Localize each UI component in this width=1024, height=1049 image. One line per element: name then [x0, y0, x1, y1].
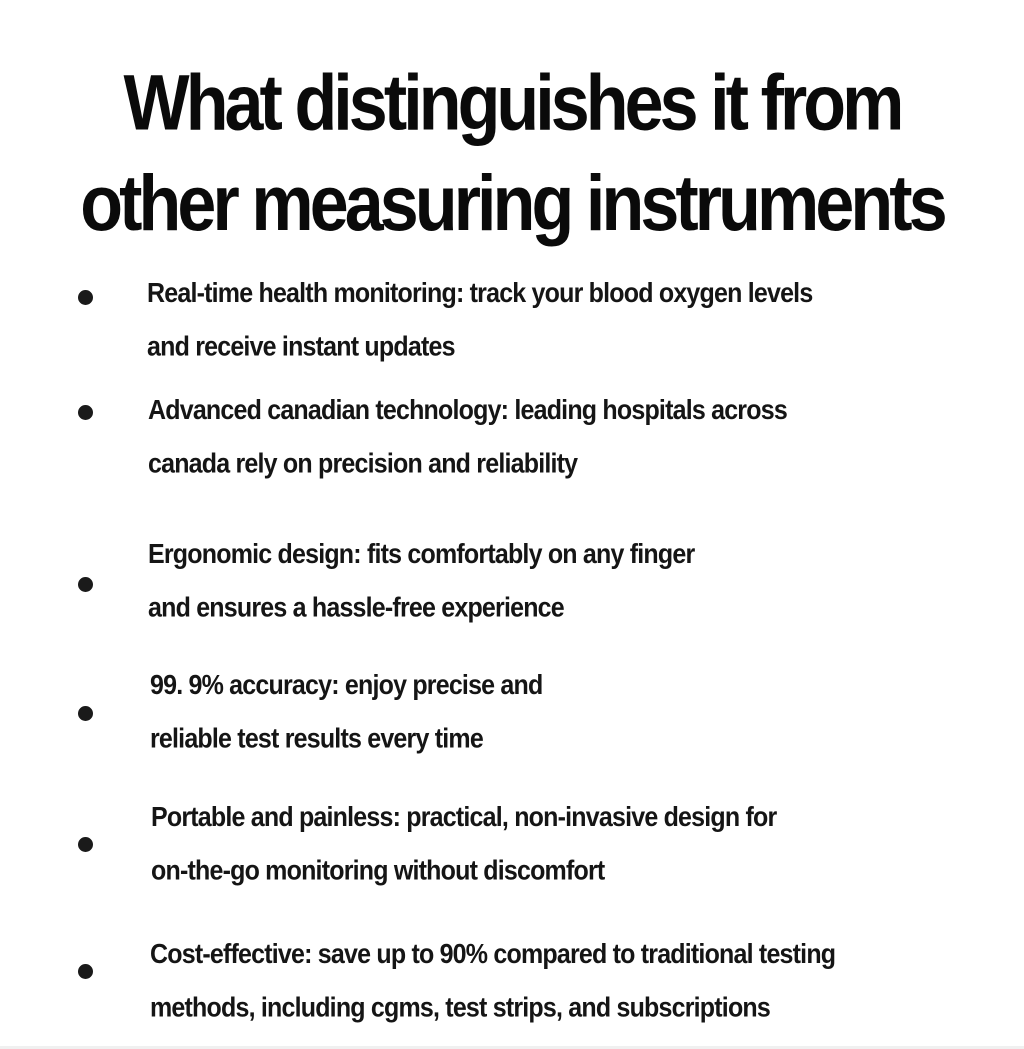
feature-text — [147, 266, 812, 374]
feature-text-line-1: 99. 9% accuracy: enjoy precise and — [150, 669, 543, 701]
bullet-icon — [78, 837, 93, 852]
feature-text-line-2: reliable test results every time — [150, 722, 483, 755]
feature-text — [150, 927, 835, 1035]
feature-text-line-1: Real-time health monitoring: track your blood oxygen levels — [147, 277, 813, 309]
bullet-icon — [78, 964, 93, 979]
feature-text-line-2: and receive instant updates — [147, 330, 455, 363]
feature-text-line-2: methods, including cgms, test strips, and subscriptions — [150, 991, 770, 1024]
feature-text-line-2: on-the-go monitoring without discomfort — [151, 854, 605, 887]
bullet-icon — [78, 290, 93, 305]
bullet-icon — [78, 577, 93, 592]
feature-text-line-1: Cost-effective: save up to 90% compared to traditional testing — [150, 938, 836, 970]
feature-text — [148, 383, 787, 491]
feature-text — [150, 658, 542, 766]
feature-text — [151, 790, 776, 898]
bullet-icon — [78, 405, 93, 420]
feature-text-line-2: and ensures a hassle-free experience — [148, 591, 564, 624]
title-line-1: What distinguishes it from — [123, 58, 901, 147]
feature-text-line-1: Advanced canadian technology: leading hospitals across — [148, 394, 787, 426]
bullet-icon — [78, 706, 93, 721]
feature-text-line-2: canada rely on precision and reliability — [148, 447, 578, 480]
feature-text-line-1: Ergonomic design: fits comfortably on any finger — [148, 538, 695, 570]
feature-text — [148, 527, 694, 635]
feature-text-line-1: Portable and painless: practical, non-invasive design for — [151, 801, 777, 833]
page-title — [0, 52, 1024, 254]
title-line-2: other measuring instruments — [80, 159, 944, 247]
